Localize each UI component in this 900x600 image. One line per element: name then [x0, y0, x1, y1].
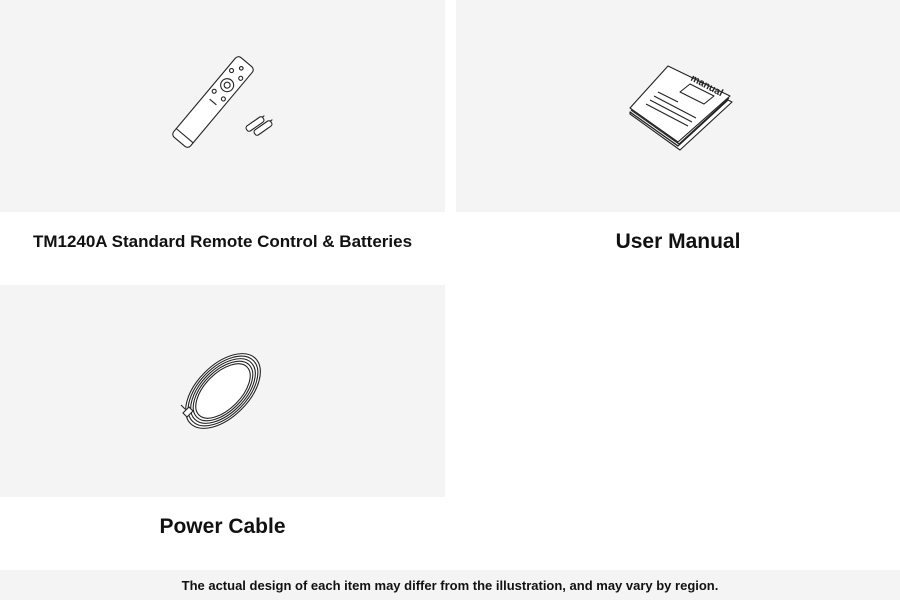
item-image-cable: [0, 285, 445, 497]
item-label-manual: User Manual: [615, 230, 741, 253]
item-image-manual: [456, 0, 900, 212]
item-image-remote: [0, 0, 445, 212]
manual-icon: [618, 56, 738, 156]
footer-disclaimer: The actual design of each item may differ from the illustration, and may vary by region.: [0, 570, 900, 600]
manual-cover-text: manual: [688, 72, 725, 100]
power-cable-icon: [163, 341, 283, 441]
remote-control-icon: [163, 56, 283, 156]
item-card-cable: [0, 285, 445, 557]
item-card-manual: [456, 0, 900, 272]
item-card-remote: [0, 0, 445, 272]
item-label-remote: TM1240A Standard Remote Control & Batteries: [32, 232, 413, 251]
item-label-cable: Power Cable: [159, 515, 286, 538]
